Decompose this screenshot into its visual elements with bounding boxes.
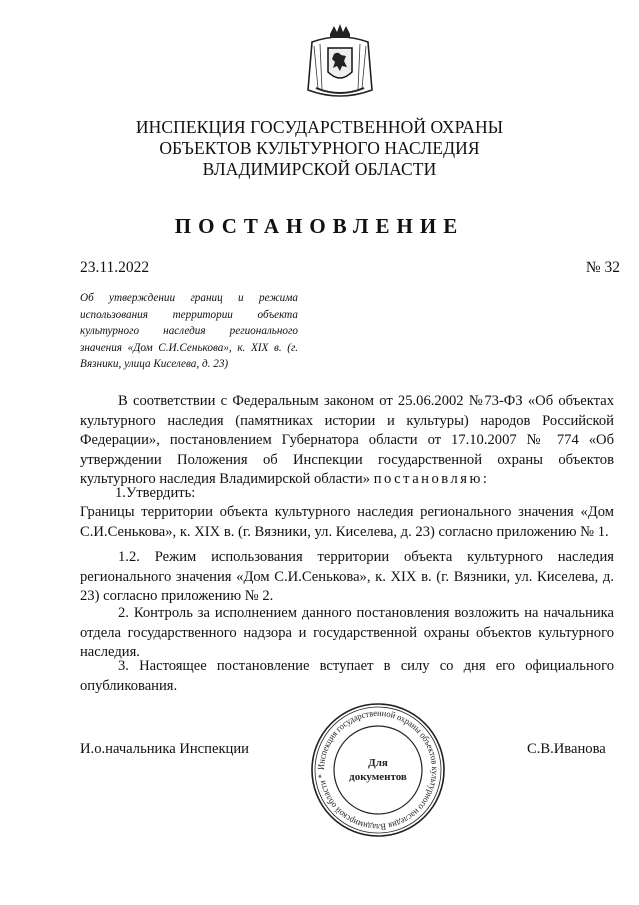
org-line-3: ВЛАДИМИРСКОЙ ОБЛАСТИ bbox=[202, 159, 437, 179]
item-2-text: 2. Контроль за исполнением данного постановления возложить на начальника отдела государственного надзора и государственной охраны объектов культурного наследия. bbox=[80, 605, 614, 660]
item-3-text: 3. Настоящее постановление вступает в силу со дня его официального опубликования. bbox=[80, 658, 614, 694]
stamp-center-line-2: документов bbox=[349, 771, 407, 783]
signer-name: С.В.Иванова bbox=[527, 741, 606, 757]
document-number: № 32 bbox=[585, 259, 620, 276]
org-line-2: ОБЪЕКТОВ КУЛЬТУРНОГО НАСЛЕДИЯ bbox=[159, 138, 480, 158]
item-1-text: Границы территории объекта культурного наследия регионального значения «Дом С.И.Сенькова», к. XIX в. (г. Вязники, ул. Киселева, д. 23) согласно приложению № 1. bbox=[80, 504, 614, 540]
org-line-1: ИНСПЕКЦИЯ ГОСУДАРСТВЕННОЙ ОХРАНЫ bbox=[135, 117, 504, 137]
item-1-heading: 1.Утвердить: bbox=[115, 485, 196, 501]
document-subject: Об утверждении границ и режима использования территории объекта культурного наследия регионального значения «Дом С.И.Сенькова», к. XIX в. (г. Вязники, улица Киселева, д. 23) bbox=[80, 292, 298, 370]
stamp-center-line-1: Для bbox=[368, 757, 388, 769]
document-date: 23.11.2022 bbox=[80, 259, 150, 276]
item-1-2-text: 1.2. Режим использования территории объекта культурного наследия регионального значения «Дом С.И.Сенькова», к. XIX в. (г. Вязники, ул. Киселева, д. 23) согласно приложению № 2. bbox=[80, 549, 614, 604]
preamble-text: В соответствии с Федеральным законом от 25.06.2002 №73-ФЗ «Об объектах культурного наследия (памятниках истории и культуры) народов Российской Федерации», постановлением Губернатора области от 17.10.2007 № 774 «Об утверждении Положения об Инспекции государственной охраны объектов культурного наследия Владимирской области» bbox=[80, 393, 614, 487]
preamble-paragraph bbox=[80, 392, 614, 490]
coat-of-arms-icon bbox=[300, 20, 380, 102]
stamp-ring-text: Инспекция государственной охраны объектов культурного наследия Владимирской области * bbox=[315, 707, 441, 833]
document-title: ПОСТАНОВЛЕНИЕ bbox=[174, 214, 465, 238]
official-stamp bbox=[308, 700, 448, 840]
decree-word: постановляю: bbox=[373, 471, 490, 487]
signer-title: И.о.начальника Инспекции bbox=[80, 741, 249, 757]
